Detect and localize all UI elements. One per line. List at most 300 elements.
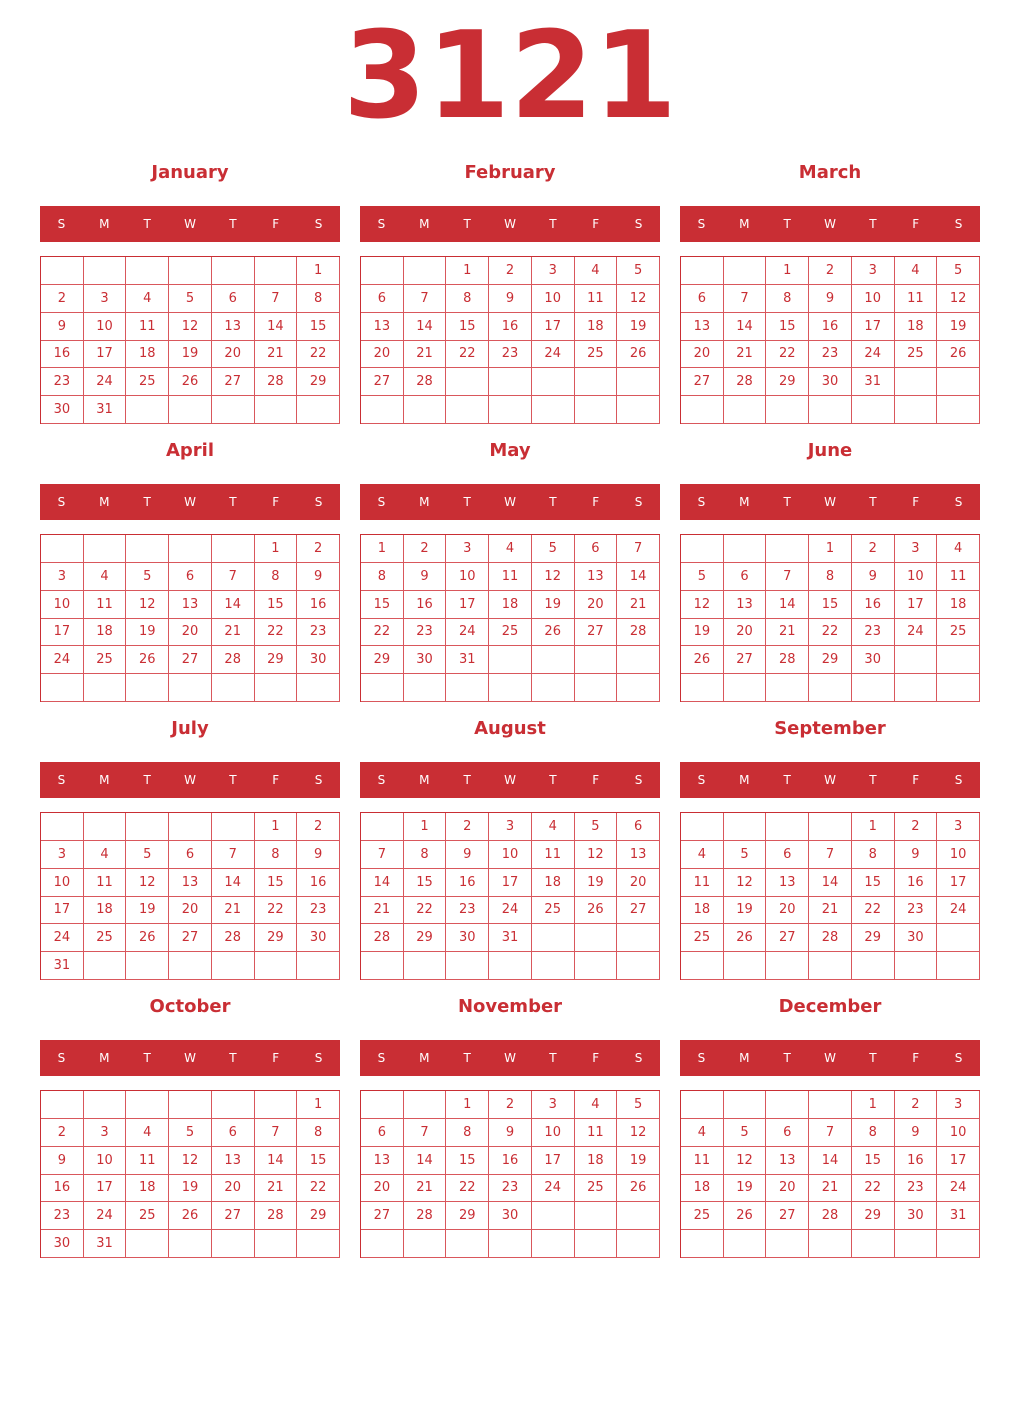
empty-cell [126, 952, 169, 980]
empty-cell [532, 952, 575, 980]
day-cell: 16 [404, 591, 447, 619]
day-cell: 2 [41, 285, 84, 313]
empty-cell [212, 952, 255, 980]
weekday-label: F [912, 217, 920, 231]
day-cell: 8 [255, 841, 298, 869]
day-cell: 19 [169, 341, 212, 369]
weekday-label: S [954, 773, 963, 787]
weekday-label: S [314, 217, 323, 231]
day-cell: 27 [169, 924, 212, 952]
day-cell: 18 [575, 313, 618, 341]
empty-cell [126, 813, 169, 841]
day-cell: 29 [361, 646, 404, 674]
empty-cell [852, 1230, 895, 1258]
day-cell: 25 [895, 341, 938, 369]
empty-cell [617, 674, 660, 702]
empty-cell [532, 1230, 575, 1258]
empty-cell [681, 257, 724, 285]
weekday-label: S [314, 1051, 323, 1065]
empty-cell [681, 813, 724, 841]
day-cell: 14 [361, 869, 404, 897]
day-cell: 17 [446, 591, 489, 619]
day-cell: 5 [617, 257, 660, 285]
month-name: January [151, 162, 229, 183]
day-grid [680, 1090, 980, 1258]
empty-cell [937, 368, 980, 396]
day-cell: 29 [255, 646, 298, 674]
day-cell: 27 [169, 646, 212, 674]
day-cell: 15 [361, 591, 404, 619]
weekday-label: M [739, 1051, 750, 1065]
weekday-label: F [272, 495, 280, 509]
day-cell: 2 [895, 1091, 938, 1119]
weekday-label: S [377, 1051, 386, 1065]
empty-cell [84, 813, 127, 841]
day-cell: 8 [297, 1119, 340, 1147]
day-cell: 23 [297, 897, 340, 925]
empty-cell [895, 674, 938, 702]
weekday-label: W [184, 217, 196, 231]
day-cell: 8 [446, 1119, 489, 1147]
weekday-label: F [272, 1051, 280, 1065]
day-cell: 1 [297, 257, 340, 285]
day-cell: 4 [126, 1119, 169, 1147]
day-cell: 5 [724, 841, 767, 869]
day-cell: 15 [297, 313, 340, 341]
day-grid [40, 812, 340, 980]
day-cell: 2 [895, 813, 938, 841]
day-cell: 14 [766, 591, 809, 619]
empty-cell [297, 396, 340, 424]
day-cell: 20 [212, 1175, 255, 1203]
day-cell: 25 [84, 924, 127, 952]
day-cell: 12 [724, 1147, 767, 1175]
day-cell: 20 [681, 341, 724, 369]
day-cell: 11 [84, 591, 127, 619]
day-cell: 28 [404, 368, 447, 396]
day-cell: 22 [852, 1175, 895, 1203]
weekday-label: M [419, 495, 430, 509]
day-cell: 17 [41, 619, 84, 647]
empty-cell [575, 674, 618, 702]
day-cell: 17 [852, 313, 895, 341]
day-cell: 9 [489, 1119, 532, 1147]
day-cell: 3 [446, 535, 489, 563]
day-cell: 6 [617, 813, 660, 841]
day-cell: 28 [255, 368, 298, 396]
day-cell: 19 [617, 1147, 660, 1175]
day-cell: 24 [41, 924, 84, 952]
day-cell: 15 [446, 313, 489, 341]
day-cell: 24 [937, 897, 980, 925]
weekday-label: T [869, 773, 877, 787]
day-cell: 6 [212, 285, 255, 313]
day-cell: 27 [212, 1202, 255, 1230]
day-cell: 24 [532, 341, 575, 369]
empty-cell [724, 535, 767, 563]
day-cell: 19 [169, 1175, 212, 1203]
day-cell: 4 [895, 257, 938, 285]
day-cell: 27 [766, 1202, 809, 1230]
day-cell: 20 [617, 869, 660, 897]
weekday-label: T [869, 495, 877, 509]
empty-cell [84, 257, 127, 285]
day-cell: 9 [446, 841, 489, 869]
day-cell: 23 [852, 619, 895, 647]
day-cell: 26 [617, 1175, 660, 1203]
empty-cell [809, 1230, 852, 1258]
day-cell: 24 [937, 1175, 980, 1203]
day-cell: 24 [84, 1202, 127, 1230]
day-cell: 30 [41, 1230, 84, 1258]
empty-cell [766, 396, 809, 424]
day-cell: 16 [297, 869, 340, 897]
empty-cell [532, 368, 575, 396]
empty-cell [169, 1091, 212, 1119]
day-cell: 31 [446, 646, 489, 674]
day-cell: 1 [255, 535, 298, 563]
empty-cell [169, 1230, 212, 1258]
day-grid [40, 256, 340, 424]
day-cell: 28 [255, 1202, 298, 1230]
day-cell: 14 [809, 869, 852, 897]
empty-cell [489, 674, 532, 702]
empty-cell [937, 674, 980, 702]
day-cell: 1 [404, 813, 447, 841]
day-cell: 2 [41, 1119, 84, 1147]
day-cell: 11 [681, 1147, 724, 1175]
day-cell: 19 [681, 619, 724, 647]
day-cell: 19 [532, 591, 575, 619]
day-cell: 25 [126, 1202, 169, 1230]
day-cell: 3 [852, 257, 895, 285]
empty-cell [361, 257, 404, 285]
day-cell: 21 [617, 591, 660, 619]
weekday-label: T [229, 495, 237, 509]
day-cell: 5 [126, 841, 169, 869]
day-cell: 28 [809, 924, 852, 952]
empty-cell [724, 952, 767, 980]
empty-cell [361, 1091, 404, 1119]
weekday-label: S [634, 217, 643, 231]
day-cell: 1 [446, 257, 489, 285]
day-cell: 1 [766, 257, 809, 285]
day-cell: 23 [809, 341, 852, 369]
weekday-label: T [143, 1051, 151, 1065]
weekday-label: M [419, 773, 430, 787]
day-cell: 30 [41, 396, 84, 424]
day-grid [680, 256, 980, 424]
empty-cell [404, 396, 447, 424]
day-cell: 10 [84, 1147, 127, 1175]
day-cell: 16 [895, 869, 938, 897]
month-name: September [774, 718, 886, 739]
day-cell: 1 [361, 535, 404, 563]
day-cell: 8 [852, 841, 895, 869]
day-cell: 7 [809, 841, 852, 869]
empty-cell [617, 952, 660, 980]
day-cell: 1 [297, 1091, 340, 1119]
day-cell: 2 [297, 813, 340, 841]
day-cell: 6 [575, 535, 618, 563]
day-cell: 28 [404, 1202, 447, 1230]
weekday-label: T [549, 495, 557, 509]
empty-cell [895, 396, 938, 424]
day-cell: 17 [895, 591, 938, 619]
day-cell: 13 [724, 591, 767, 619]
day-cell: 31 [852, 368, 895, 396]
empty-cell [361, 952, 404, 980]
empty-cell [404, 952, 447, 980]
day-grid [40, 1090, 340, 1258]
day-cell: 27 [617, 897, 660, 925]
empty-cell [41, 535, 84, 563]
empty-cell [681, 1091, 724, 1119]
day-cell: 18 [895, 313, 938, 341]
empty-cell [361, 813, 404, 841]
day-cell: 18 [489, 591, 532, 619]
empty-cell [809, 813, 852, 841]
day-cell: 23 [41, 1202, 84, 1230]
day-cell: 30 [297, 646, 340, 674]
day-cell: 5 [724, 1119, 767, 1147]
empty-cell [361, 674, 404, 702]
empty-cell [489, 368, 532, 396]
empty-cell [169, 535, 212, 563]
empty-cell [937, 1230, 980, 1258]
weekday-label: S [697, 1051, 706, 1065]
day-cell: 3 [532, 257, 575, 285]
day-cell: 27 [724, 646, 767, 674]
day-cell: 10 [895, 563, 938, 591]
weekday-label: S [954, 217, 963, 231]
day-cell: 3 [84, 285, 127, 313]
empty-cell [446, 368, 489, 396]
day-cell: 1 [852, 1091, 895, 1119]
empty-cell [809, 1091, 852, 1119]
day-cell: 23 [446, 897, 489, 925]
day-cell: 4 [575, 257, 618, 285]
month-name: March [798, 162, 862, 183]
day-cell: 15 [255, 869, 298, 897]
month-name: October [149, 996, 231, 1017]
day-cell: 13 [361, 313, 404, 341]
day-cell: 26 [169, 368, 212, 396]
day-grid [360, 812, 660, 980]
day-cell: 13 [617, 841, 660, 869]
weekday-header [40, 762, 340, 798]
day-cell: 4 [681, 1119, 724, 1147]
day-cell: 11 [575, 1119, 618, 1147]
day-cell: 3 [937, 813, 980, 841]
empty-cell [895, 646, 938, 674]
empty-cell [575, 368, 618, 396]
day-cell: 1 [809, 535, 852, 563]
weekday-header [680, 762, 980, 798]
weekday-label: M [419, 1051, 430, 1065]
empty-cell [297, 674, 340, 702]
day-cell: 22 [361, 619, 404, 647]
day-cell: 10 [532, 285, 575, 313]
day-grid [360, 1090, 660, 1258]
weekday-label: T [463, 495, 471, 509]
weekday-label: W [184, 1051, 196, 1065]
day-cell: 27 [681, 368, 724, 396]
day-cell: 12 [617, 285, 660, 313]
day-cell: 5 [169, 285, 212, 313]
empty-cell [532, 674, 575, 702]
empty-cell [575, 924, 618, 952]
weekday-label: F [912, 495, 920, 509]
day-cell: 31 [84, 396, 127, 424]
empty-cell [446, 952, 489, 980]
day-cell: 6 [169, 563, 212, 591]
weekday-label: T [463, 217, 471, 231]
day-cell: 2 [297, 535, 340, 563]
empty-cell [489, 646, 532, 674]
empty-cell [532, 1202, 575, 1230]
weekday-label: S [634, 773, 643, 787]
day-cell: 10 [532, 1119, 575, 1147]
weekday-header [360, 206, 660, 242]
empty-cell [575, 952, 618, 980]
day-cell: 14 [212, 869, 255, 897]
day-cell: 15 [766, 313, 809, 341]
empty-cell [297, 1230, 340, 1258]
empty-cell [681, 396, 724, 424]
empty-cell [446, 396, 489, 424]
day-cell: 26 [575, 897, 618, 925]
day-cell: 6 [681, 285, 724, 313]
day-cell: 18 [126, 1175, 169, 1203]
weekday-label: T [143, 495, 151, 509]
empty-cell [895, 952, 938, 980]
empty-cell [255, 1230, 298, 1258]
day-grid [40, 534, 340, 702]
day-cell: 25 [84, 646, 127, 674]
day-cell: 10 [937, 841, 980, 869]
weekday-label: S [954, 1051, 963, 1065]
day-cell: 4 [84, 563, 127, 591]
empty-cell [212, 396, 255, 424]
day-cell: 16 [895, 1147, 938, 1175]
weekday-label: S [697, 773, 706, 787]
empty-cell [766, 535, 809, 563]
day-cell: 12 [937, 285, 980, 313]
weekday-label: F [592, 495, 600, 509]
empty-cell [724, 813, 767, 841]
day-cell: 11 [895, 285, 938, 313]
day-cell: 30 [895, 1202, 938, 1230]
day-cell: 16 [41, 341, 84, 369]
day-cell: 23 [41, 368, 84, 396]
day-cell: 27 [766, 924, 809, 952]
empty-cell [212, 535, 255, 563]
weekday-label: S [314, 495, 323, 509]
day-cell: 24 [84, 368, 127, 396]
empty-cell [255, 1091, 298, 1119]
day-cell: 3 [84, 1119, 127, 1147]
day-grid [360, 534, 660, 702]
day-cell: 25 [681, 924, 724, 952]
day-cell: 25 [489, 619, 532, 647]
day-cell: 7 [617, 535, 660, 563]
day-cell: 5 [532, 535, 575, 563]
empty-cell [489, 396, 532, 424]
day-cell: 19 [937, 313, 980, 341]
empty-cell [617, 1230, 660, 1258]
weekday-label: W [504, 773, 516, 787]
empty-cell [41, 257, 84, 285]
day-cell: 8 [852, 1119, 895, 1147]
day-cell: 31 [41, 952, 84, 980]
weekday-label: T [549, 1051, 557, 1065]
day-cell: 5 [681, 563, 724, 591]
day-cell: 20 [766, 1175, 809, 1203]
day-cell: 3 [937, 1091, 980, 1119]
day-cell: 28 [361, 924, 404, 952]
day-cell: 31 [937, 1202, 980, 1230]
day-cell: 7 [361, 841, 404, 869]
empty-cell [126, 1230, 169, 1258]
empty-cell [724, 1230, 767, 1258]
day-cell: 9 [809, 285, 852, 313]
empty-cell [532, 924, 575, 952]
day-grid [360, 256, 660, 424]
empty-cell [766, 952, 809, 980]
day-cell: 22 [255, 619, 298, 647]
day-cell: 24 [489, 897, 532, 925]
weekday-label: W [824, 773, 836, 787]
day-cell: 7 [724, 285, 767, 313]
day-cell: 9 [297, 563, 340, 591]
day-cell: 22 [446, 1175, 489, 1203]
day-cell: 28 [617, 619, 660, 647]
month-name: May [489, 440, 531, 461]
day-cell: 19 [575, 869, 618, 897]
day-cell: 9 [41, 1147, 84, 1175]
day-cell: 4 [126, 285, 169, 313]
empty-cell [84, 1091, 127, 1119]
day-cell: 29 [404, 924, 447, 952]
weekday-label: S [697, 217, 706, 231]
empty-cell [41, 674, 84, 702]
weekday-header [360, 484, 660, 520]
empty-cell [852, 396, 895, 424]
day-cell: 13 [766, 1147, 809, 1175]
day-cell: 26 [126, 646, 169, 674]
day-cell: 3 [41, 563, 84, 591]
day-cell: 4 [84, 841, 127, 869]
day-cell: 13 [169, 869, 212, 897]
day-cell: 18 [126, 341, 169, 369]
day-cell: 19 [126, 897, 169, 925]
day-cell: 21 [361, 897, 404, 925]
day-cell: 13 [766, 869, 809, 897]
empty-cell [84, 535, 127, 563]
empty-cell [212, 1091, 255, 1119]
weekday-label: T [463, 773, 471, 787]
empty-cell [532, 396, 575, 424]
day-cell: 18 [681, 897, 724, 925]
empty-cell [212, 257, 255, 285]
weekday-header [680, 484, 980, 520]
day-cell: 20 [169, 897, 212, 925]
weekday-label: F [592, 1051, 600, 1065]
day-cell: 14 [809, 1147, 852, 1175]
day-cell: 8 [297, 285, 340, 313]
day-cell: 20 [212, 341, 255, 369]
